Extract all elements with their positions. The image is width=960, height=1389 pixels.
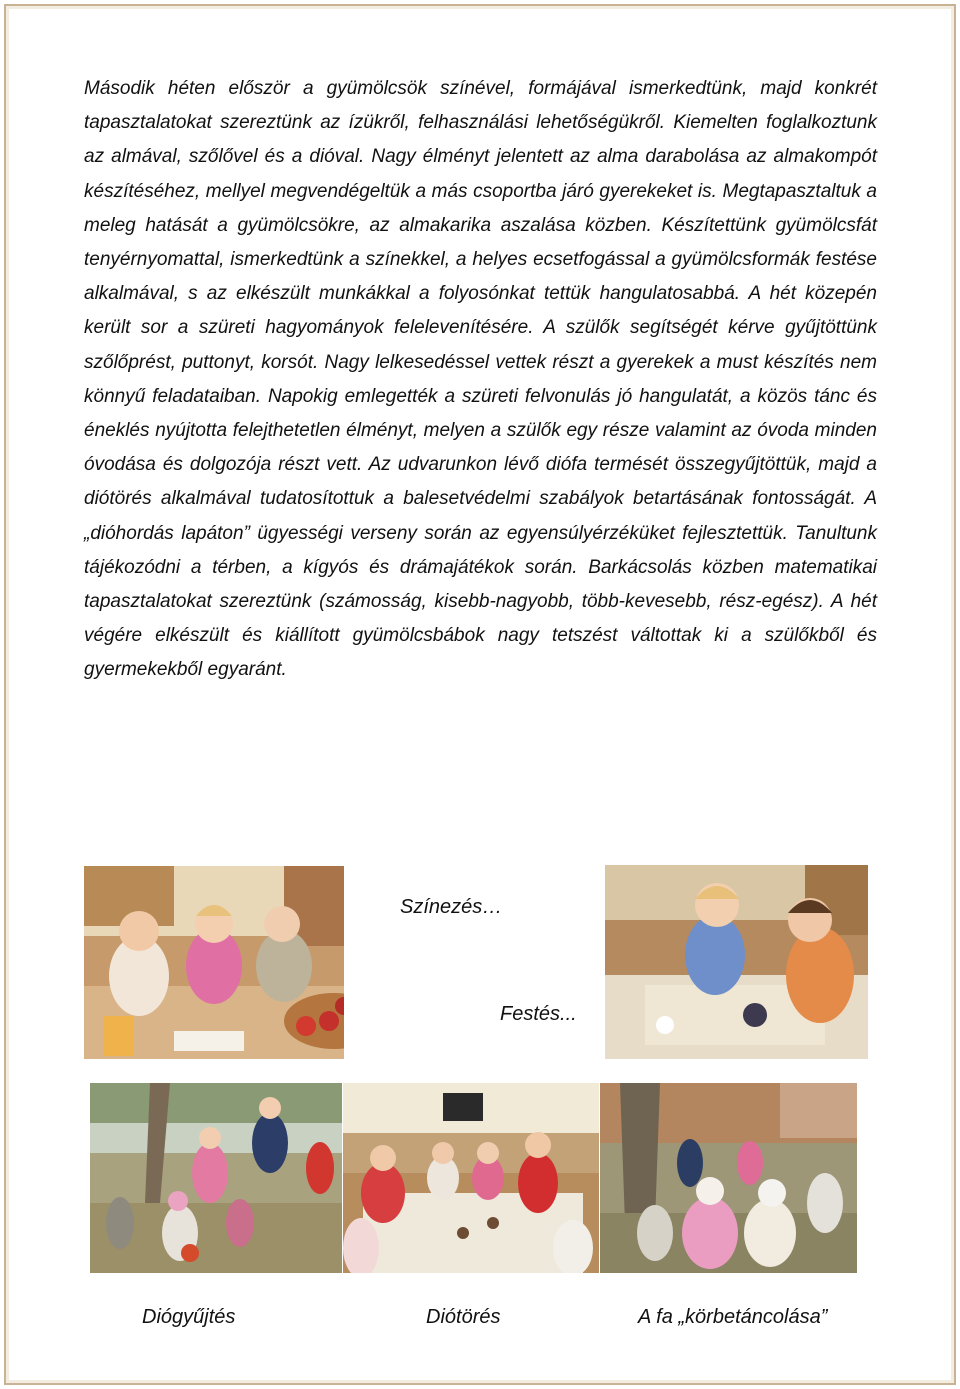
- body-paragraph: Második héten először a gyümölcsök színével, formájával ismerkedtünk, majd konkrét tapasztalatokat szereztünk az ízükről, felhasználási lehetőségükről. Kiemelten foglalkoztunk az almával, szőlővel és a dióval. Nagy élményt jelentett az alma darabolása az almakompót készítéséhez, mellyel megvendégeltük a más csoportba járó gyerekeket is. Megtapasztaltuk a meleg hatását a gyümölcsökre, az almakarika aszalása közben. Készítettünk gyümölcsfát tenyérnyomattal, ismerkedtünk a színekkel, a helyes ecsetfogással a gyümölcsformák festése alkalmával, s az elkészült munkákkal a folyosónkat tettük hangulatosabbá. A hét közepén került sor a szüreti hagyományok felelevenítésére. A szülők segítségét kérve gyűjtöttünk szőlőprést, puttonyt, korsót. Nagy lelkesedéssel vettek részt a gyerekek a must készítés nem könnyű feladataiban. Napokig emlegették a szüreti felvonulás jó hangulatát, a közös tánc és éneklés nyújtotta felejthetetlen élményt, melyen a szülők egy része valamint az óvoda minden óvodása és dolgozója részt vett. Az udvarunkon lévő diófa termését összegyűjtöttük, majd a diótörés alkalmával tudatosítottuk a balesetvédelmi szabályok betartásának fontosságát. A „dióhordás lapáton” ügyességi verseny során az egyensúlyérzéküket fejlesztettük. Tanultunk tájékozódni a térben, a kígyós és drámajátékok során. Barkácsolás közben matematikai tapasztalatokat szereztünk (számosság, kisebb-nagyobb, több-kevesebb, rész-egész). A hét végére elkészült és kiállított gyümölcsbábok nagy tetszést váltottak ki a szülőkből és gyermekekből egyaránt.: [84, 78, 877, 681]
- caption-painting: Festés...: [500, 1003, 577, 1025]
- photo-painting: [605, 865, 868, 1059]
- photo-nut-cracking: [343, 1083, 599, 1273]
- caption-nut-cracking: Diótörés: [426, 1306, 501, 1328]
- photo-nut-gathering: [90, 1083, 342, 1273]
- caption-nut-gathering: Diógyűjtés: [142, 1306, 236, 1328]
- photo-coloring: [84, 866, 344, 1059]
- caption-tree-dance: A fa „körbetáncolása”: [638, 1306, 828, 1328]
- caption-coloring: Színezés…: [400, 896, 503, 918]
- photo-tree-dance: [600, 1083, 857, 1273]
